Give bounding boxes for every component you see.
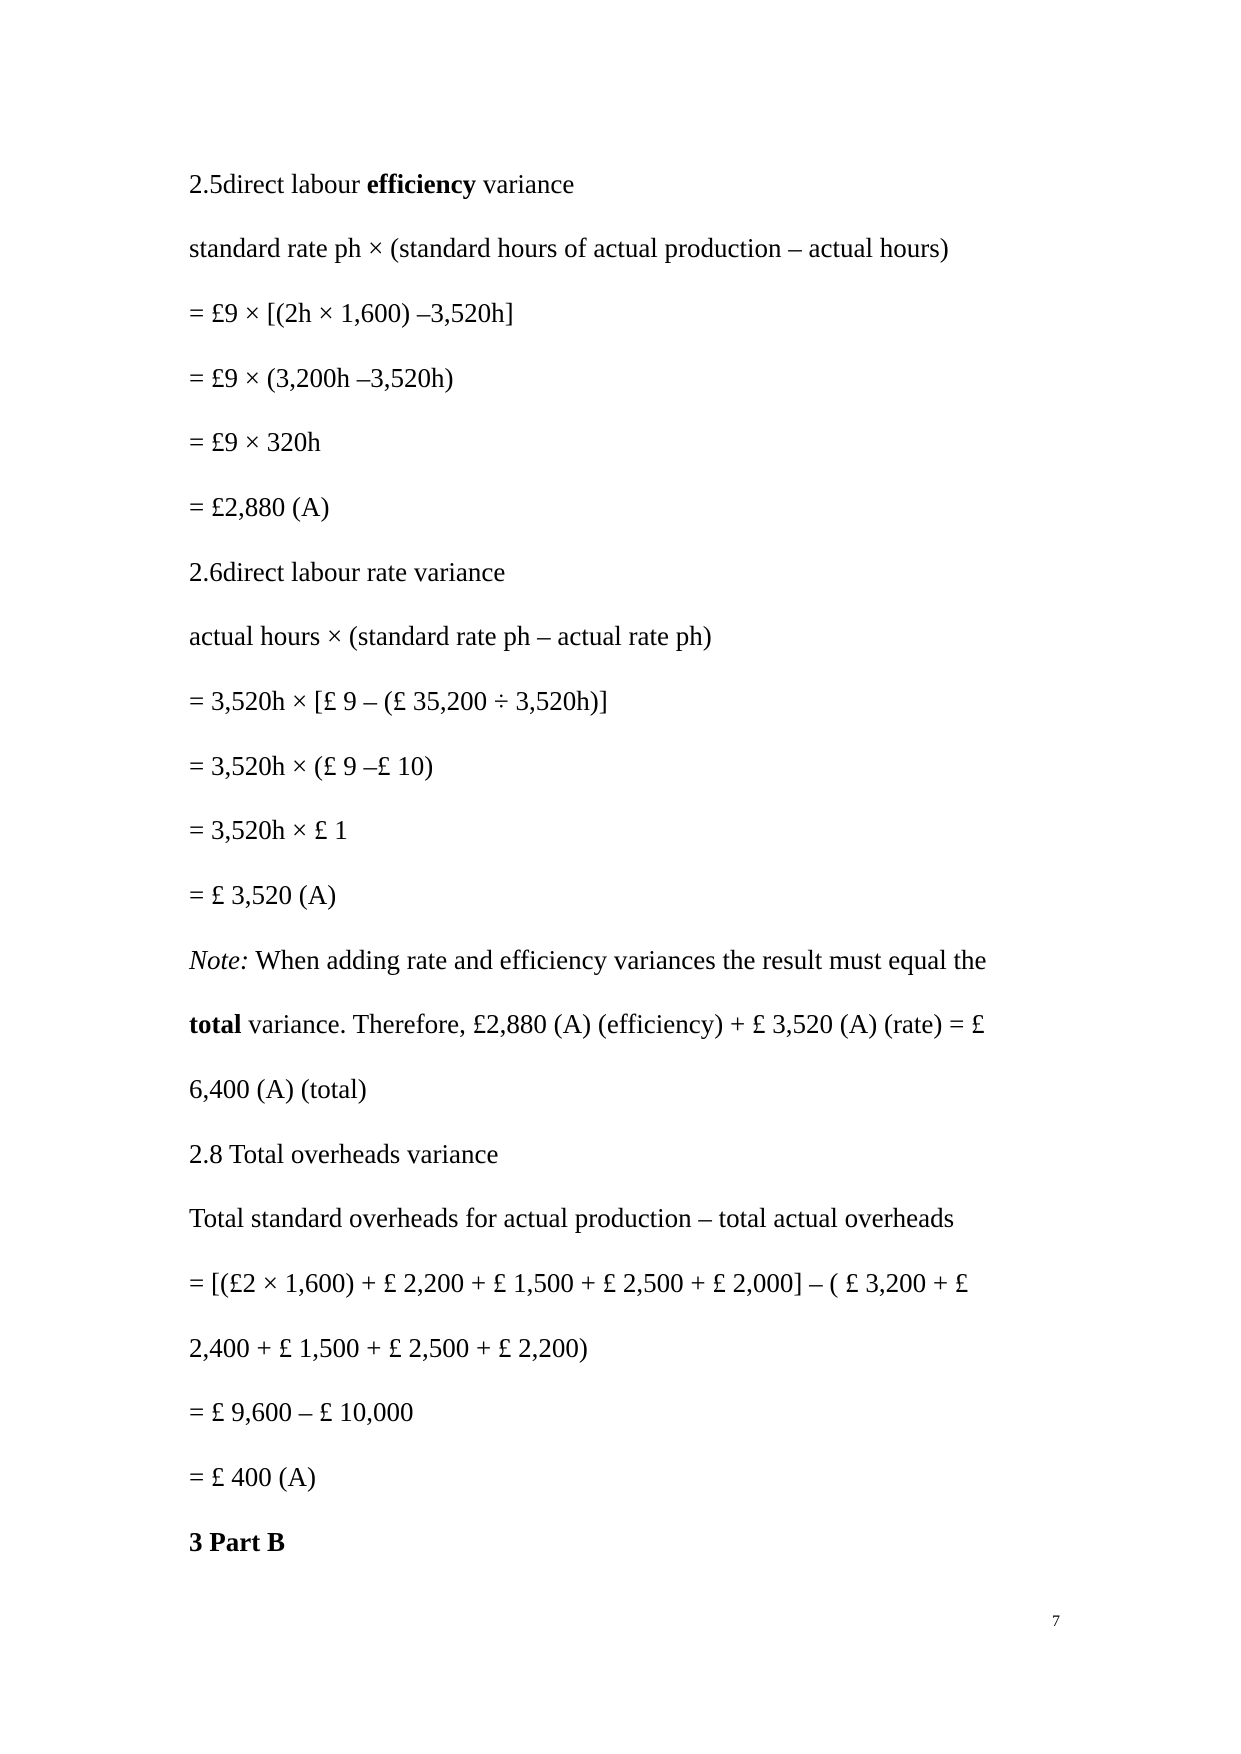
section-2-5-formula: standard rate ph × (standard hours of actual production – actual hours)	[189, 233, 949, 263]
note-line-2	[189, 1007, 985, 1041]
section-2-8-step1-line2: 2,400 + £ 1,500 + £ 2,500 + £ 2,200)	[189, 1333, 588, 1363]
section-2-8-step1-line1: = [(£2 × 1,600) + £ 2,200 + £ 1,500 + £ 2,500 + £ 2,000] – ( £ 3,200 + £	[189, 1268, 969, 1298]
note-line-2-text: variance. Therefore, £2,880 (A) (efficiency) + £ 3,520 (A) (rate) = £	[241, 1009, 985, 1039]
page-number: 7	[1052, 1613, 1060, 1630]
section-2-5-result: = £2,880 (A)	[189, 492, 330, 522]
section-2-5-step3: = £9 × 320h	[189, 427, 321, 457]
section-2-8-formula: Total standard overheads for actual production – total actual overheads	[189, 1203, 955, 1233]
note-line-1-text: When adding rate and efficiency variances the result must equal the	[249, 945, 987, 975]
section-2-8-result: = £ 400 (A)	[189, 1462, 316, 1492]
section-2-5-step1: = £9 × [(2h × 1,600) –3,520h]	[189, 298, 514, 328]
section-2-8-heading: 2.8 Total overheads variance	[189, 1139, 499, 1169]
section-2-6-step1: = 3,520h × [£ 9 – (£ 35,200 ÷ 3,520h)]	[189, 686, 608, 716]
section-2-6-formula: actual hours × (standard rate ph – actual rate ph)	[189, 621, 712, 651]
section-3-heading: 3 Part B	[189, 1527, 285, 1557]
note-line-1	[189, 943, 986, 977]
section-2-6-heading: 2.6direct labour rate variance	[189, 557, 506, 587]
section-2-6-result: = £ 3,520 (A)	[189, 880, 337, 910]
section-2-5-heading-suffix: variance	[476, 169, 575, 199]
section-2-5-heading	[189, 167, 574, 201]
section-2-8-step2: = £ 9,600 – £ 10,000	[189, 1397, 414, 1427]
section-2-5-heading-bold: efficiency	[366, 169, 477, 199]
note-line-3: 6,400 (A) (total)	[189, 1074, 367, 1104]
note-line-2-bold: total	[189, 1009, 242, 1039]
section-2-5-heading-prefix: 2.5direct labour	[189, 169, 367, 199]
section-2-6-step3: = 3,520h × £ 1	[189, 815, 348, 845]
note-label: Note:	[189, 945, 249, 975]
section-2-6-step2: = 3,520h × (£ 9 –£ 10)	[189, 751, 434, 781]
section-2-5-step2: = £9 × (3,200h –3,520h)	[189, 363, 454, 393]
